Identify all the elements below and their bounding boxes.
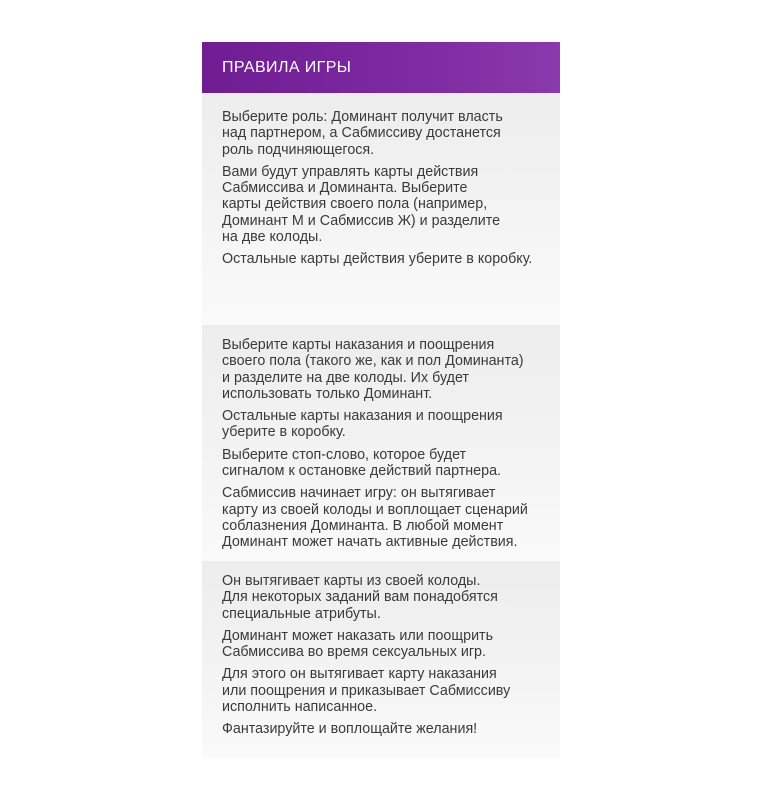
rules-title: ПРАВИЛА ИГРЫ [222, 59, 352, 76]
rule-paragraph: Выберите карты наказания и поощрения своего пола (такого же, как и пол Доминанта) и разделите на две колоды. Их будет использовать только Доминант. [222, 337, 524, 402]
rules-card [202, 42, 560, 758]
rules-section-3 [202, 561, 560, 758]
rule-paragraph: Доминант может наказать или поощрить Сабмиссива во время сексуальных игр. [222, 627, 494, 661]
rule-paragraph: Фантазируйте и воплощайте желания! [222, 721, 478, 738]
rules-section-2 [202, 325, 560, 561]
rule-paragraph: Выберите стоп-слово, которое будет сигналом к остановке действий партнера. [222, 446, 502, 480]
rule-paragraph: Выберите роль: Доминант получит власть над партнером, а Сабмиссиву достанется роль подчиняющегося. [222, 109, 503, 158]
rules-header [202, 42, 560, 93]
rule-paragraph: Он вытягивает карты из своей колоды. Для некоторых заданий вам понадобятся специальные атрибуты. [222, 573, 498, 622]
rules-section-1 [202, 93, 560, 325]
rule-paragraph: Сабмиссив начинает игру: он вытягивает карту из своей колоды и воплощает сценарий соблазнения Доминанта. В любой момент Доминант может начать активные действия. [222, 485, 528, 551]
rule-paragraph: Для этого он вытягивает карту наказания или поощрения и приказывает Сабмиссиву исполнить написанное. [222, 666, 511, 716]
rule-paragraph: Остальные карты действия уберите в коробку. [222, 251, 533, 268]
rule-paragraph: Остальные карты наказания и поощрения уберите в коробку. [222, 408, 503, 441]
rule-paragraph: Вами будут управлять карты действия Сабмиссива и Доминанта. Выберите карты действия своего пола (например, Доминант М и Сабмиссив Ж) и разделите на две колоды. [222, 163, 501, 246]
